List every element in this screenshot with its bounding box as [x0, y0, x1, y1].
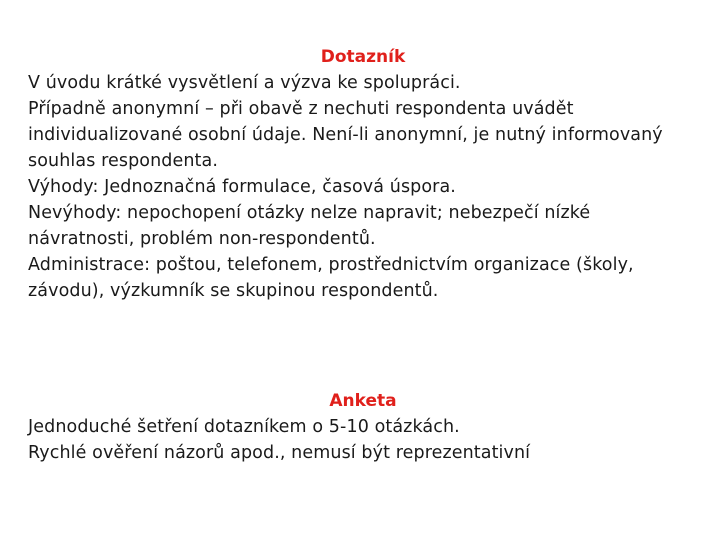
section-title-anketa: Anketa — [329, 391, 397, 411]
paragraph-intro: V úvodu krátké vysvětlení a výzva ke spolupráci. — [28, 73, 461, 93]
section-title-dotaznik: Dotazník — [320, 47, 406, 67]
paragraph-disadvantages: Nevýhody: nepochopení otázky nelze napravit; nebezpečí nízké návratnosti, problém non-respondentů. — [28, 203, 591, 249]
paragraph-administration: Administrace: poštou, telefonem, prostřednictvím organizace (školy, závodu), výzkumník se skupinou respondentů. — [28, 255, 634, 301]
section-anketa — [28, 388, 698, 466]
section-dotaznik — [28, 44, 698, 304]
paragraph-anketa-purpose: Rychlé ověření názorů apod., nemusí být reprezentativní — [28, 443, 531, 463]
paragraph-anketa-definition: Jednoduché šetření dotazníkem o 5-10 otázkách. — [28, 417, 460, 437]
paragraph-anonymity: Případně anonymní – při obavě z nechuti respondenta uvádět individualizované osobní údaje. Není-li anonymní, je nutný informovaný souhlas respondenta. — [28, 99, 663, 171]
paragraph-advantages: Výhody: Jednoznačná formulace, časová úspora. — [28, 177, 456, 197]
